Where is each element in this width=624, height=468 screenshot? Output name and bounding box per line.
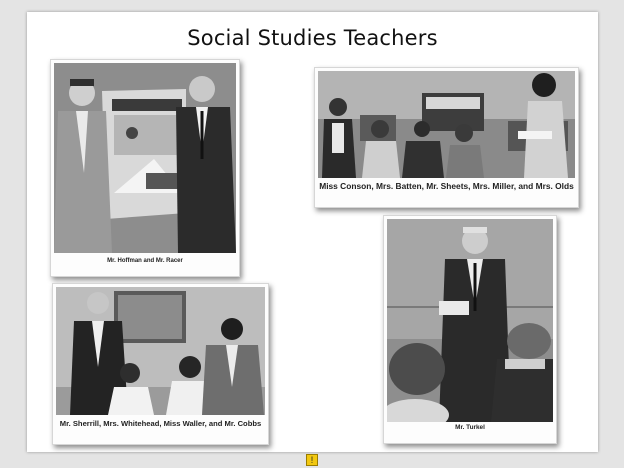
photo-card-hoffman-racer[interactable]	[50, 59, 240, 277]
photo-caption: Miss Conson, Mrs. Batten, Mr. Sheets, Mrs. Miller, and Mrs. Olds	[319, 181, 574, 191]
photo-caption: Mr. Sherrill, Mrs. Whitehead, Miss Waller, and Mr. Cobbs	[59, 419, 262, 428]
photo-card-conson-group[interactable]	[314, 67, 579, 208]
photo-hoffman-racer	[54, 63, 236, 253]
photo-caption: Mr. Hoffman and Mr. Racer	[107, 258, 183, 264]
photo-caption: Mr. Turkel	[455, 424, 485, 431]
yearbook-page	[27, 12, 598, 452]
photo-turkel	[387, 219, 553, 422]
photo-conson-group	[318, 71, 575, 178]
photo-sherrill-group	[56, 287, 265, 415]
photo-card-sherrill-group[interactable]	[52, 283, 269, 445]
page-title: Social Studies Teachers	[187, 26, 438, 50]
warning-icon[interactable]: !	[306, 454, 318, 466]
photo-card-turkel[interactable]	[383, 215, 557, 444]
